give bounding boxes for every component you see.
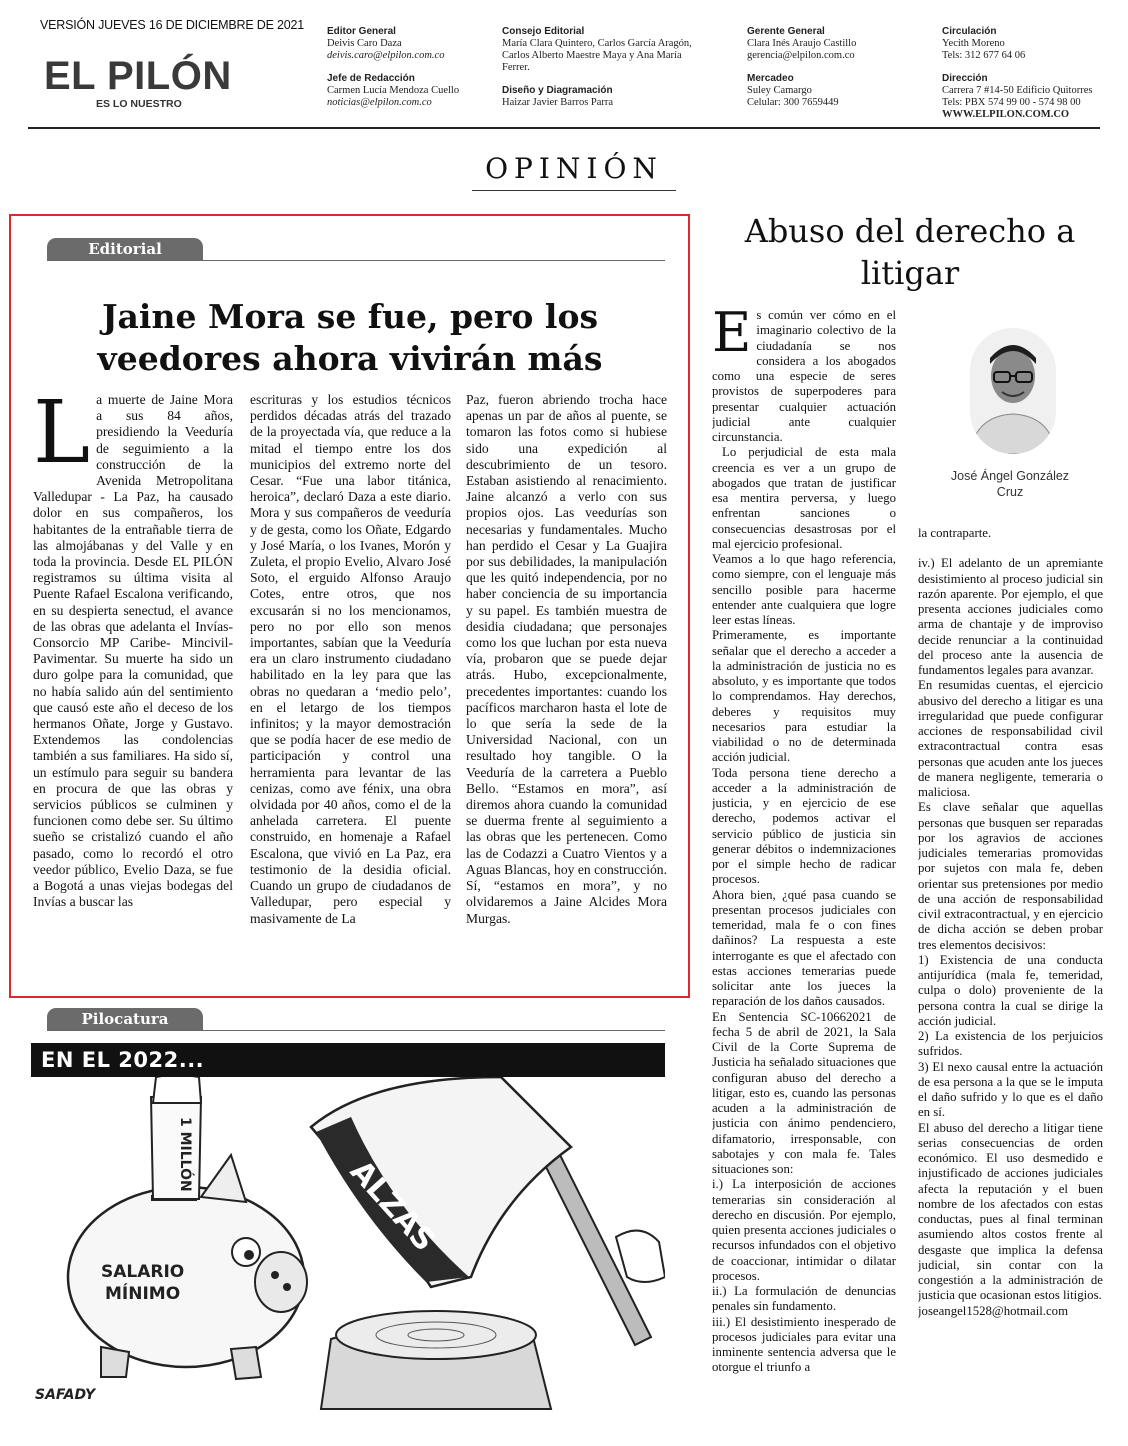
staff-direccion: Dirección Carrera 7 #14-50 Edificio Quitorres Tels: PBX 574 99 00 - 574 98 00 WWW.ELPILON.COM.CO [942,73,1118,121]
staff-consejo-editorial: Consejo Editorial María Clara Quintero, Carlos García Aragón, Carlos Alberto Maestre Maya y Ana María Ferrer. [502,26,692,73]
snout-nostril [271,1271,279,1279]
piggy-label-1: SALARIO [101,1262,185,1282]
avatar-icon [970,328,1056,454]
editorial-column-3: Paz, fueron abriendo trocha hace apenas un par de años al puente, se tomaron las fotos como si hubiese sido una expedición al descubrimiento de un tesoro. Estaban asistiendo al renacimiento. Jaine alcanzó a verlo con sus propios ojos. Las veedurías son necesarias y fundamentales. Mucho han perdido el Cesar y La Guajira por sus debilidades, la manipulación que les quitó independencia, por no haber conciencia de su importancia y su papel. Es también muestra de desidia ciudadana; que personajes como los que luchan por esta nueva vía, probaron que se puede dejar atrás. Hubo, excepcionalmente, precedentes importantes: cuando los pacíficos marcharon hasta el lote de lo que sería la sede de la Universidad Nacional, con un resultado hoy tangible. O la Veeduría de la carretera a Pueblo Bello. “Estamos en mora”, así diremos ahora cuando la comunidad se duerma frente al seguimiento a las obras que les pertenecen. Como las de Codazzi a Cuatro Vientos y a Aguas Blancas, hoy en construcción. Sí, “estamos en mora”, y no olvidaremos a Jaine Alcides Mora Murgas. [466,392,667,926]
opinion-dropcap: E [712,308,752,364]
editorial-headline: Jaine Mora se fue, pero los veedores ahora vivirán más [97,297,603,378]
hand-with-bill [153,1077,201,1103]
cartoon-drawing [31,1077,665,1414]
gerencia-email-link[interactable]: gerencia@elpilon.com.co [747,50,855,61]
cartoon-tag: Pilocatura [47,1008,203,1030]
editorial-tag-rule [47,260,665,261]
author-email-link[interactable]: joseangel1528@hotmail.com [918,1303,1069,1318]
hand-on-axe [616,1231,665,1282]
staff-jefe-redaccion: Jefe de Redacción Carmen Lucía Mendoza Cuello noticias@elpilon.com.co [327,73,497,109]
stump-top [336,1311,536,1359]
editorial-dropcap: L [33,392,91,483]
website-link[interactable]: WWW.ELPILON.COM.CO [942,109,1070,120]
opinion-column-1: E s común ver cómo en el imaginario colectivo de la ciudadanía se nos considera a los abogados como una especie de seres provistos de superpoderes para presentar cualquier actuación judicial ante cualquier circunstancia. Lo perjudicial de esta mala creencia es ver a un grupo de abogados que tratan de justificar esa mentira perversa, y luego enfrentan sanciones o consecuencias desastrosas por el mal ejercicio profesional. Veamos a lo que hago referencia, como siempre, con el lenguaje más sencillo posible para hacerme entender ante cualquiera que logre leer estas líneas. Primeramente, es importante señalar que el derecho a acceder a la administración de justicia no es absoluto, y es importante que todos lo comprendamos. Hay derechos, deberes y requisitos muy necesarios para estudiar la viabilidad o no de determinada acción judicial. Toda persona tiene derecho a acceder a la administración de justicia, y en ejercicio de ese derecho, podemos activar el servicio público de justicia sin generar débitos o indemnizaciones por el simple hecho de radicar procesos. Ahora bien, ¿qué pasa cuando se presentan procesos judiciales con temeridad, mala fe o con fines dañinos? La respuesta a este interrogante es que el afectado con estas acciones temerarias puede solicitar ante los jueces la reparación de los daños causados. En Sentencia SC-10662021 de fecha 5 de abril de 2021, la Sala Civil de la Corte Suprema de Justicia ha señalado situaciones que configuran abuso del derecho a litigar, esto es, cuando las personas acuden a la administración de justicia con ánimo pendenciero, difamatorio, irresponsable, con sabotajes y con mala fe. Tales situaciones son: i.) La interposición de acciones temerarias sin consideración al derecho en discusión. Por ejemplo, quien presenta acciones judiciales o recursos infundados con el objetivo de coaccionar, intimidar o dilatar procesos. ii.) La formulación de denuncias penales sin fundamento. iii.) El desistimiento inesperado de procesos judiciales para evitar una inminente sentencia adversa que le otorgue el triunfo a [712,308,896,1375]
snout-nostril-2 [283,1283,291,1291]
staff-gerente: Gerente General Clara Inés Araujo Castillo gerencia@elpilon.com.co [747,26,917,62]
masthead-divider [28,127,1100,129]
logo-tagline: ES LO NUESTRO [96,98,182,110]
piggy-snout [255,1252,307,1312]
piggy-pupil [244,1250,254,1260]
section-underline [472,190,676,191]
piggy-ear [201,1155,246,1202]
edition-date: VERSIÓN JUEVES 16 DE DICIEMBRE DE 2021 [40,18,305,32]
author-name: José Ángel González Cruz [950,469,1070,499]
staff-mercadeo: Mercadeo Suley Camargo Celular: 300 7659449 [747,73,839,108]
editor-email-link[interactable]: deivis.caro@elpilon.com.co [327,50,445,61]
opinion-column-2: la contraparte. iv.) El adelanto de un apremiante desistimiento al proceso judicial sin razón aparente. Por ejemplo, el que presenta acciones judiciales como arma de chantaje y de improviso decide renunciar a la continuidad del proceso ante la ausencia de fundamentos legales para avanzar. En resumidas cuentas, el ejercicio abusivo del derecho a litigar es una irregularidad que puede configurar acciones de responsabilidad civil extracontractual contra esas personas que acuden ante los jueces de manera negligente, temeraria o maliciosa. Es clave señalar que aquellas personas que busquen ser reparadas por los agravios de acciones judiciales temerarias promovidas por sujetos con mala fe, deben orientar sus pretensiones por medio de una acción de responsabilidad civil extracontractual, y en ejercicio de dicha acción se deben probar tres elementos decisivos: 1) Existencia de una conducta antijurídica (mala fe, temeridad, culpa o dolo) proveniente de la persona contra la cual se dirige la acción judicial. 2) La existencia de los perjuicios sufridos. 3) El nexo causal entre la actuación de esa persona a la que se le imputa el daño sufrido y lo que es el daño en sí. El abuso del derecho a litigar tiene serias consecuencias de orden económico. El uso desmedido e injustificado de acciones judiciales afecta la reputación y el buen nombre de los afectados con estas conductas, pues al final terminan asumiendo altos costos frente al desgaste que implica la defensa judicial, sin contar con la congestión a la administración de justicia que ocasionan estos litigios. joseangel1528@hotmail.com [918,526,1103,1318]
editorial-column-1: L a muerte de Jaine Mora a sus 84 años, presidiendo la Veeduría de seguimiento a la construcción de la Avenida Metropolitana Valledupar - La Paz, ha causado dolor en sus compañeros, los habitantes de la entrañable tierra de las almojábanas y del Valle y en toda la provincia. Desde EL PILÓN registramos su última visita al Puente Rafael Escalona verificando, en su despierta senectud, el avance de las obras que adelanta el Invías-Consorcio MP Caribe- Mincivil- Pavimentar. Su muerte ha sido un duro golpe para la comunidad, que no había salido aún del sentimiento que causó este año el deceso de los hermanos Oñate, Jorge y Gustavo. Extendemos las condolencias también a sus familiares. Ha sido sí, un estímulo para seguir su bandera en procura de que las obras y servicios públicos se culminen y funcionen como debe ser. Su último sueño se cristalizó cuando el año pasado, como lo recordó el otro veedor público, Evelio Daza, se fue a Bogotá a unas viejas bodegas del Invías a buscar las [33,392,233,910]
cartoon-tag-rule [47,1030,665,1031]
cartoon-banner: EN EL 2022... [31,1043,665,1077]
editorial-column-2: escrituras y los estudios técnicos perdidos décadas atrás del trazado de la proyectada vía, que reduce a la mitad el tiempo entre los dos municipios del extremo norte del Cesar. “Fue una labor titánica, heroica”, declaró Daza a este diario. Mora y sus compañeros de veeduría y de gesta, como los Oñate, Edgardo y José María, o los Ivanes, Morón y Zuleta, el propio Evelio, Alvaro José Soto, el erguido Alfonso Araujo Cotes, entre otros, que nos excusarán si no los mencionamos, pero no por ello son menos importantes, sabían que la Veeduría era un claro instrumento ciudadano habilitado en la ley para que las obras no quedaran a ‘medio pelo’, en el letargo de los tiempos infinitos; y la mayor demostración que se podía hacer de ese medio de participación y control una herramienta para levantar de las cenizas, como ave fénix, una obra olvidada por 40 años, como el de la anhelada carretera. El puente construido, en homenaje a Rafael Escalona, que vivió en La Paz, era testimonio de la desidia oficial. Cuando un grupo de ciudadanos de Valledupar, pero especial y masivamente de La [250,392,451,926]
staff-diseno: Diseño y Diagramación Haizar Javier Barros Parra [502,85,614,108]
piggy-leg-2 [231,1347,261,1379]
news-email-link[interactable]: noticias@elpilon.com.co [327,97,432,108]
piggy-leg [101,1347,129,1377]
axe-label: ALZAS [343,1153,442,1259]
section-title: OPINIÓN [485,152,663,185]
staff-editor-general: Editor General Deivis Caro Daza deivis.caro@elpilon.com.co [327,26,497,62]
author-photo [970,328,1056,454]
newspaper-logo[interactable]: EL PILÓN [44,54,232,98]
opinion-title: Abuso del derecho a litigar [744,212,1076,292]
staff-circulacion: Circulación Yecith Moreno Tels: 312 677 64 06 [942,26,1026,61]
cartoon-illustration [31,1077,665,1414]
bill-label: 1 MILLÓN [177,1117,193,1192]
editorial-tag: Editorial [47,238,203,260]
piggy-label-2: MÍNIMO [105,1284,181,1304]
cartoonist-signature: SAFADY [35,1387,96,1403]
